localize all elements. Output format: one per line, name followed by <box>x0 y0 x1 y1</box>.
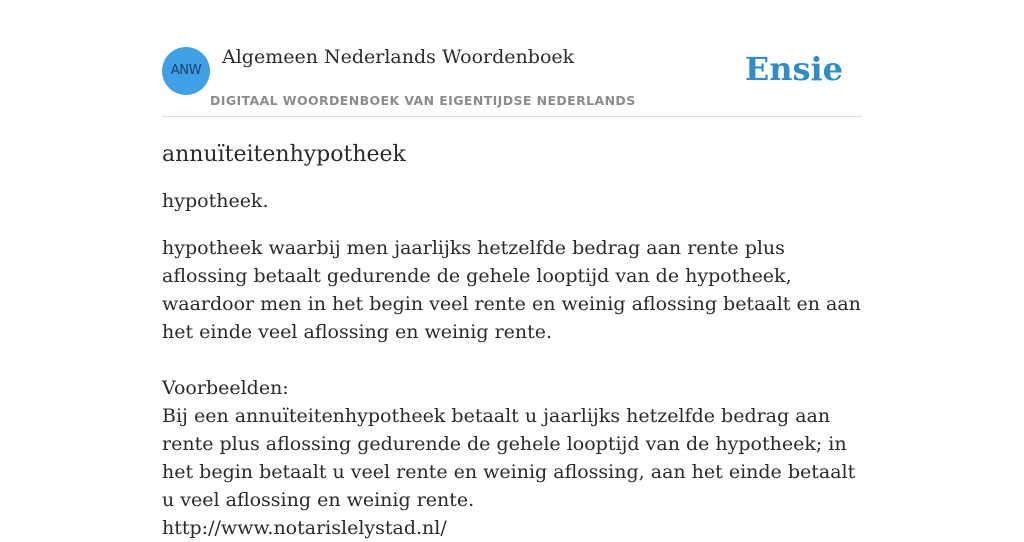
definition: hypotheek waarbij men jaarlijks hetzelfde bedrag aan rente plus aflossing betaalt gedurende de gehele looptijd van de hypotheek, waardoor men in het begin veel rente en weinig aflossing betaalt en aan het einde veel aflossing en weinig rente. <box>162 237 861 343</box>
short-definition: hypotheek. <box>162 190 269 212</box>
ensie-brand-link[interactable]: Ensie <box>744 50 843 88</box>
site-header <box>162 46 862 117</box>
entry-content <box>162 138 872 542</box>
examples-label: Voorbeelden: <box>162 377 289 399</box>
entry-title: annuïteitenhypotheek <box>162 142 406 167</box>
site-title[interactable]: Algemeen Nederlands Woordenboek <box>222 46 575 68</box>
source-link[interactable]: http://www.notarislelystad.nl/ <box>162 517 447 539</box>
site-subtitle: DIGITAAL WOORDENBOEK VAN EIGENTIJDSE NEDERLANDS <box>210 93 636 108</box>
example-text: Bij een annuïteitenhypotheek betaalt u jaarlijks hetzelfde bedrag aan rente plus aflossing gedurende de gehele looptijd van de hypotheek; in het begin betaalt u veel rente en weinig aflossing, aan het einde betaalt u veel aflossing en weinig rente. <box>162 405 856 511</box>
anw-logo[interactable]: ANW <box>162 47 210 95</box>
